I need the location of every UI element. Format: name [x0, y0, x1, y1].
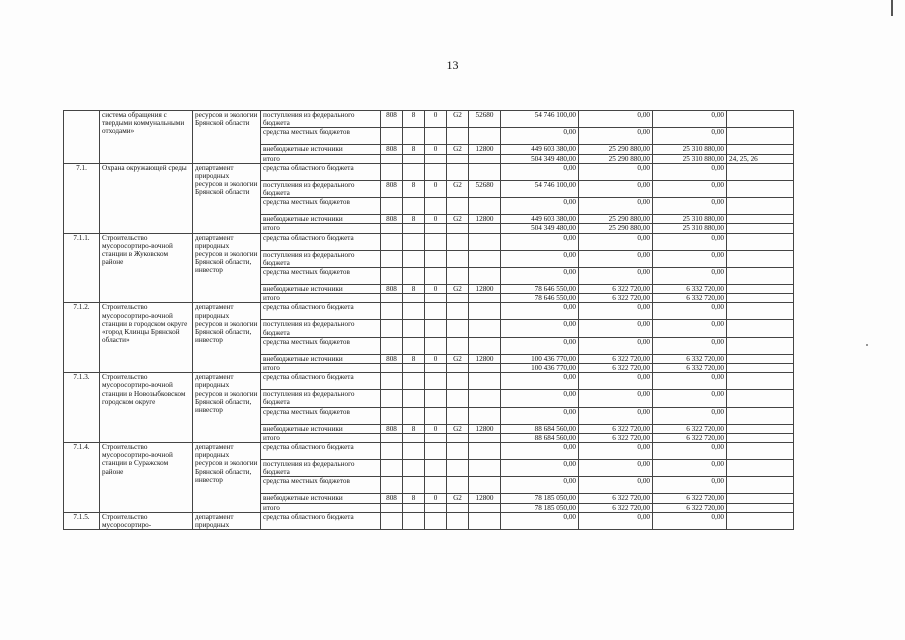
cell-note: [727, 494, 794, 503]
cell-value: 0,00: [579, 180, 653, 197]
cell-value: 6 322 720,00: [579, 494, 653, 503]
cell-executor: ресурсов и экологии Брянской области: [193, 111, 261, 164]
cell-num: 7.1.5.: [64, 512, 100, 529]
cell-note: [727, 390, 794, 407]
cell-value: 25 290 880,00: [579, 145, 653, 154]
cell-code: 12800: [469, 494, 501, 503]
table-row: [64, 163, 794, 180]
cell-value: 0,00: [501, 320, 579, 337]
scan-speck: [866, 344, 868, 346]
cell-note: [727, 303, 794, 320]
cell-code: 0: [425, 424, 447, 433]
cell-source: средства областного бюджета: [261, 443, 381, 460]
cell-note: [727, 460, 794, 477]
cell-value: 0,00: [579, 512, 653, 529]
cell-code: G2: [447, 215, 469, 224]
cell-source: итого: [261, 224, 381, 233]
cell-value: 0,00: [653, 337, 727, 354]
cell-num: 7.1.2.: [64, 303, 100, 373]
cell-value: 6 322 720,00: [579, 503, 653, 512]
cell-executor: департамент природных ресурсов и экологии Брянской области, инвестор: [193, 373, 261, 443]
cell-value: 0,00: [653, 390, 727, 407]
cell-code: 12800: [469, 354, 501, 363]
cell-value: 0,00: [501, 373, 579, 390]
cell-value: 0,00: [579, 163, 653, 180]
cell-note: [727, 215, 794, 224]
cell-code: 0: [425, 354, 447, 363]
cell-value: 54 746 100,00: [501, 180, 579, 197]
cell-source: итого: [261, 433, 381, 442]
cell-value: 449 603 380,00: [501, 215, 579, 224]
cell-note: [727, 180, 794, 197]
cell-value: 0,00: [653, 303, 727, 320]
cell-value: 100 436 770,00: [501, 364, 579, 373]
cell-note: [727, 512, 794, 529]
cell-code: 808: [381, 215, 403, 224]
cell-executor: департамент природных: [193, 512, 261, 529]
cell-name: Охрана окружающей среды: [100, 163, 193, 233]
cell-code: 0: [425, 180, 447, 197]
cell-code: 808: [381, 285, 403, 294]
cell-value: 6 322 720,00: [579, 354, 653, 363]
cell-value: 25 310 880,00: [653, 224, 727, 233]
cell-code: 808: [381, 424, 403, 433]
cell-code: 8: [403, 111, 425, 128]
cell-source: внебюджетные источники: [261, 354, 381, 363]
cell-source: внебюджетные источники: [261, 424, 381, 433]
cell-note: [727, 198, 794, 215]
cell-value: 0,00: [579, 111, 653, 128]
cell-name: Строительство мусоросортиро-: [100, 512, 193, 529]
cell-code: 8: [403, 215, 425, 224]
cell-value: 25 310 880,00: [653, 215, 727, 224]
cell-value: 0,00: [653, 407, 727, 424]
cell-note: [727, 373, 794, 390]
cell-note: 24, 25, 26: [727, 154, 794, 163]
cell-value: 25 290 880,00: [579, 154, 653, 163]
cell-source: внебюджетные источники: [261, 494, 381, 503]
cell-code: 8: [403, 145, 425, 154]
cell-value: 6 332 720,00: [653, 294, 727, 303]
cell-code: 808: [381, 354, 403, 363]
cell-note: [727, 233, 794, 250]
cell-note: [727, 364, 794, 373]
cell-source: внебюджетные источники: [261, 215, 381, 224]
cell-value: 0,00: [653, 373, 727, 390]
cell-value: 0,00: [501, 163, 579, 180]
cell-value: 0,00: [579, 407, 653, 424]
cell-value: 0,00: [501, 250, 579, 267]
cell-source: средства областного бюджета: [261, 233, 381, 250]
cell-value: 0,00: [653, 443, 727, 460]
cell-note: [727, 111, 794, 128]
cell-note: [727, 163, 794, 180]
table-row: [64, 373, 794, 390]
cell-source: итого: [261, 503, 381, 512]
cell-code: 0: [425, 145, 447, 154]
cell-value: 0,00: [579, 337, 653, 354]
cell-value: 6 322 720,00: [579, 433, 653, 442]
cell-note: [727, 503, 794, 512]
cell-value: 54 746 100,00: [501, 111, 579, 128]
cell-source: поступления из федерального бюджета: [261, 460, 381, 477]
cell-code: 808: [381, 180, 403, 197]
cell-source: внебюджетные источники: [261, 285, 381, 294]
table-row: [64, 233, 794, 250]
cell-source: поступления из федерального бюджета: [261, 180, 381, 197]
cell-source: итого: [261, 364, 381, 373]
cell-num: [64, 111, 100, 164]
cell-value: 0,00: [579, 233, 653, 250]
cell-source: итого: [261, 154, 381, 163]
cell-value: 0,00: [653, 477, 727, 494]
cell-value: 0,00: [501, 443, 579, 460]
cell-value: 6 332 720,00: [653, 364, 727, 373]
cell-value: 0,00: [653, 460, 727, 477]
cell-value: 6 322 720,00: [653, 424, 727, 433]
cell-note: [727, 424, 794, 433]
cell-code: 8: [403, 494, 425, 503]
cell-value: 6 322 720,00: [653, 433, 727, 442]
cell-value: 0,00: [501, 198, 579, 215]
cell-source: поступления из федерального бюджета: [261, 390, 381, 407]
cell-value: 78 646 550,00: [501, 285, 579, 294]
cell-value: 0,00: [579, 460, 653, 477]
cell-name: система обращения с твердыми коммунальными отходами»: [100, 111, 193, 164]
table-row: [64, 443, 794, 460]
cell-note: [727, 477, 794, 494]
cell-source: итого: [261, 294, 381, 303]
cell-value: 6 322 720,00: [579, 424, 653, 433]
cell-value: 0,00: [501, 390, 579, 407]
cell-code: G2: [447, 111, 469, 128]
cell-value: 6 322 720,00: [579, 364, 653, 373]
cell-value: 0,00: [579, 373, 653, 390]
cell-value: 0,00: [653, 233, 727, 250]
cell-code: 0: [425, 215, 447, 224]
cell-value: 100 436 770,00: [501, 354, 579, 363]
cell-value: 0,00: [501, 477, 579, 494]
cell-value: 504 349 480,00: [501, 154, 579, 163]
cell-source: средства местных бюджетов: [261, 198, 381, 215]
budget-table: [63, 110, 794, 530]
cell-value: 25 310 880,00: [653, 154, 727, 163]
cell-value: 0,00: [579, 443, 653, 460]
cell-value: 0,00: [653, 250, 727, 267]
cell-code: 12800: [469, 215, 501, 224]
cell-code: G2: [447, 285, 469, 294]
cell-executor: департамент природных ресурсов и экологии Брянской области, инвестор: [193, 303, 261, 373]
cell-note: [727, 337, 794, 354]
cell-code: 808: [381, 494, 403, 503]
cell-source: средства местных бюджетов: [261, 477, 381, 494]
cell-value: 0,00: [653, 111, 727, 128]
scan-edge-mark: [891, 0, 893, 16]
cell-value: 0,00: [501, 512, 579, 529]
cell-code: G2: [447, 145, 469, 154]
cell-source: средства областного бюджета: [261, 373, 381, 390]
cell-note: [727, 354, 794, 363]
cell-value: 25 290 880,00: [579, 224, 653, 233]
cell-note: [727, 250, 794, 267]
cell-source: средства местных бюджетов: [261, 337, 381, 354]
cell-note: [727, 128, 794, 145]
cell-value: 449 603 380,00: [501, 145, 579, 154]
cell-value: 0,00: [579, 303, 653, 320]
cell-value: 0,00: [653, 163, 727, 180]
table-row: [64, 111, 794, 128]
cell-value: 0,00: [653, 180, 727, 197]
cell-value: 0,00: [653, 512, 727, 529]
cell-value: 0,00: [501, 303, 579, 320]
cell-value: 0,00: [579, 128, 653, 145]
cell-code: 12800: [469, 285, 501, 294]
cell-value: 0,00: [579, 198, 653, 215]
cell-code: 8: [403, 354, 425, 363]
cell-value: 78 646 550,00: [501, 294, 579, 303]
cell-value: 0,00: [653, 320, 727, 337]
cell-source: поступления из федерального бюджета: [261, 320, 381, 337]
cell-executor: департамент природных ресурсов и экологии Брянской области, инвестор: [193, 233, 261, 303]
table-row: [64, 512, 794, 529]
cell-num: 7.1.: [64, 163, 100, 233]
cell-note: [727, 407, 794, 424]
cell-code: G2: [447, 424, 469, 433]
cell-value: 0,00: [579, 477, 653, 494]
cell-source: средства областного бюджета: [261, 303, 381, 320]
cell-code: 52680: [469, 111, 501, 128]
cell-executor: департамент природных ресурсов и экологии Брянской области, инвестор: [193, 443, 261, 513]
cell-code: 12800: [469, 424, 501, 433]
cell-value: 6 332 720,00: [653, 354, 727, 363]
cell-source: средства местных бюджетов: [261, 407, 381, 424]
cell-code: 8: [403, 424, 425, 433]
cell-source: средства местных бюджетов: [261, 268, 381, 285]
cell-name: Строительство мусоросортиро-вочной станции в городском округе «город Клинцы Брянской области»: [100, 303, 193, 373]
cell-name: Строительство мусоросортиро-вочной станции в Новозыбковском городском округе: [100, 373, 193, 443]
cell-code: 0: [425, 285, 447, 294]
cell-note: [727, 145, 794, 154]
cell-value: 0,00: [653, 198, 727, 215]
cell-source: внебюджетные источники: [261, 145, 381, 154]
cell-code: 12800: [469, 145, 501, 154]
cell-value: 0,00: [579, 320, 653, 337]
cell-note: [727, 285, 794, 294]
budget-table-body: [64, 111, 794, 530]
cell-note: [727, 224, 794, 233]
cell-source: средства областного бюджета: [261, 512, 381, 529]
cell-note: [727, 294, 794, 303]
cell-value: 0,00: [579, 250, 653, 267]
cell-code: G2: [447, 180, 469, 197]
cell-code: 808: [381, 145, 403, 154]
cell-value: 88 684 560,00: [501, 424, 579, 433]
cell-value: 0,00: [501, 407, 579, 424]
cell-num: 7.1.1.: [64, 233, 100, 303]
cell-code: G2: [447, 494, 469, 503]
cell-value: 78 185 050,00: [501, 503, 579, 512]
cell-note: [727, 320, 794, 337]
cell-name: Строительство мусоросортиро-вочной станции в Суражском районе: [100, 443, 193, 513]
cell-code: 52680: [469, 180, 501, 197]
cell-value: 0,00: [501, 337, 579, 354]
cell-value: 6 322 720,00: [653, 494, 727, 503]
cell-code: 808: [381, 111, 403, 128]
cell-num: 7.1.3.: [64, 373, 100, 443]
cell-executor: департамент природных ресурсов и экологии Брянской области: [193, 163, 261, 233]
cell-source: поступления из федерального бюджета: [261, 250, 381, 267]
cell-code: G2: [447, 354, 469, 363]
cell-value: 0,00: [579, 268, 653, 285]
cell-value: 0,00: [579, 390, 653, 407]
cell-value: 6 322 720,00: [653, 503, 727, 512]
cell-value: 0,00: [653, 268, 727, 285]
cell-value: 25 310 880,00: [653, 145, 727, 154]
page-number: 13: [446, 58, 459, 72]
cell-note: [727, 268, 794, 285]
cell-value: 6 322 720,00: [579, 294, 653, 303]
cell-note: [727, 433, 794, 442]
cell-num: 7.1.4.: [64, 443, 100, 513]
cell-value: 0,00: [501, 460, 579, 477]
cell-value: 0,00: [501, 128, 579, 145]
cell-value: 78 185 050,00: [501, 494, 579, 503]
cell-value: 0,00: [501, 233, 579, 250]
cell-value: 6 332 720,00: [653, 285, 727, 294]
cell-code: 8: [403, 285, 425, 294]
table-row: [64, 303, 794, 320]
cell-value: 88 684 560,00: [501, 433, 579, 442]
cell-value: 6 322 720,00: [579, 285, 653, 294]
cell-value: 25 290 880,00: [579, 215, 653, 224]
cell-source: средства местных бюджетов: [261, 128, 381, 145]
cell-value: 0,00: [501, 268, 579, 285]
cell-value: 0,00: [653, 128, 727, 145]
cell-code: 8: [403, 180, 425, 197]
cell-code: 0: [425, 111, 447, 128]
cell-source: средства областного бюджета: [261, 163, 381, 180]
cell-source: поступления из федерального бюджета: [261, 111, 381, 128]
cell-name: Строительство мусоросортиро-вочной станции в Жуковском районе: [100, 233, 193, 303]
cell-code: 0: [425, 494, 447, 503]
cell-value: 504 349 480,00: [501, 224, 579, 233]
cell-note: [727, 443, 794, 460]
